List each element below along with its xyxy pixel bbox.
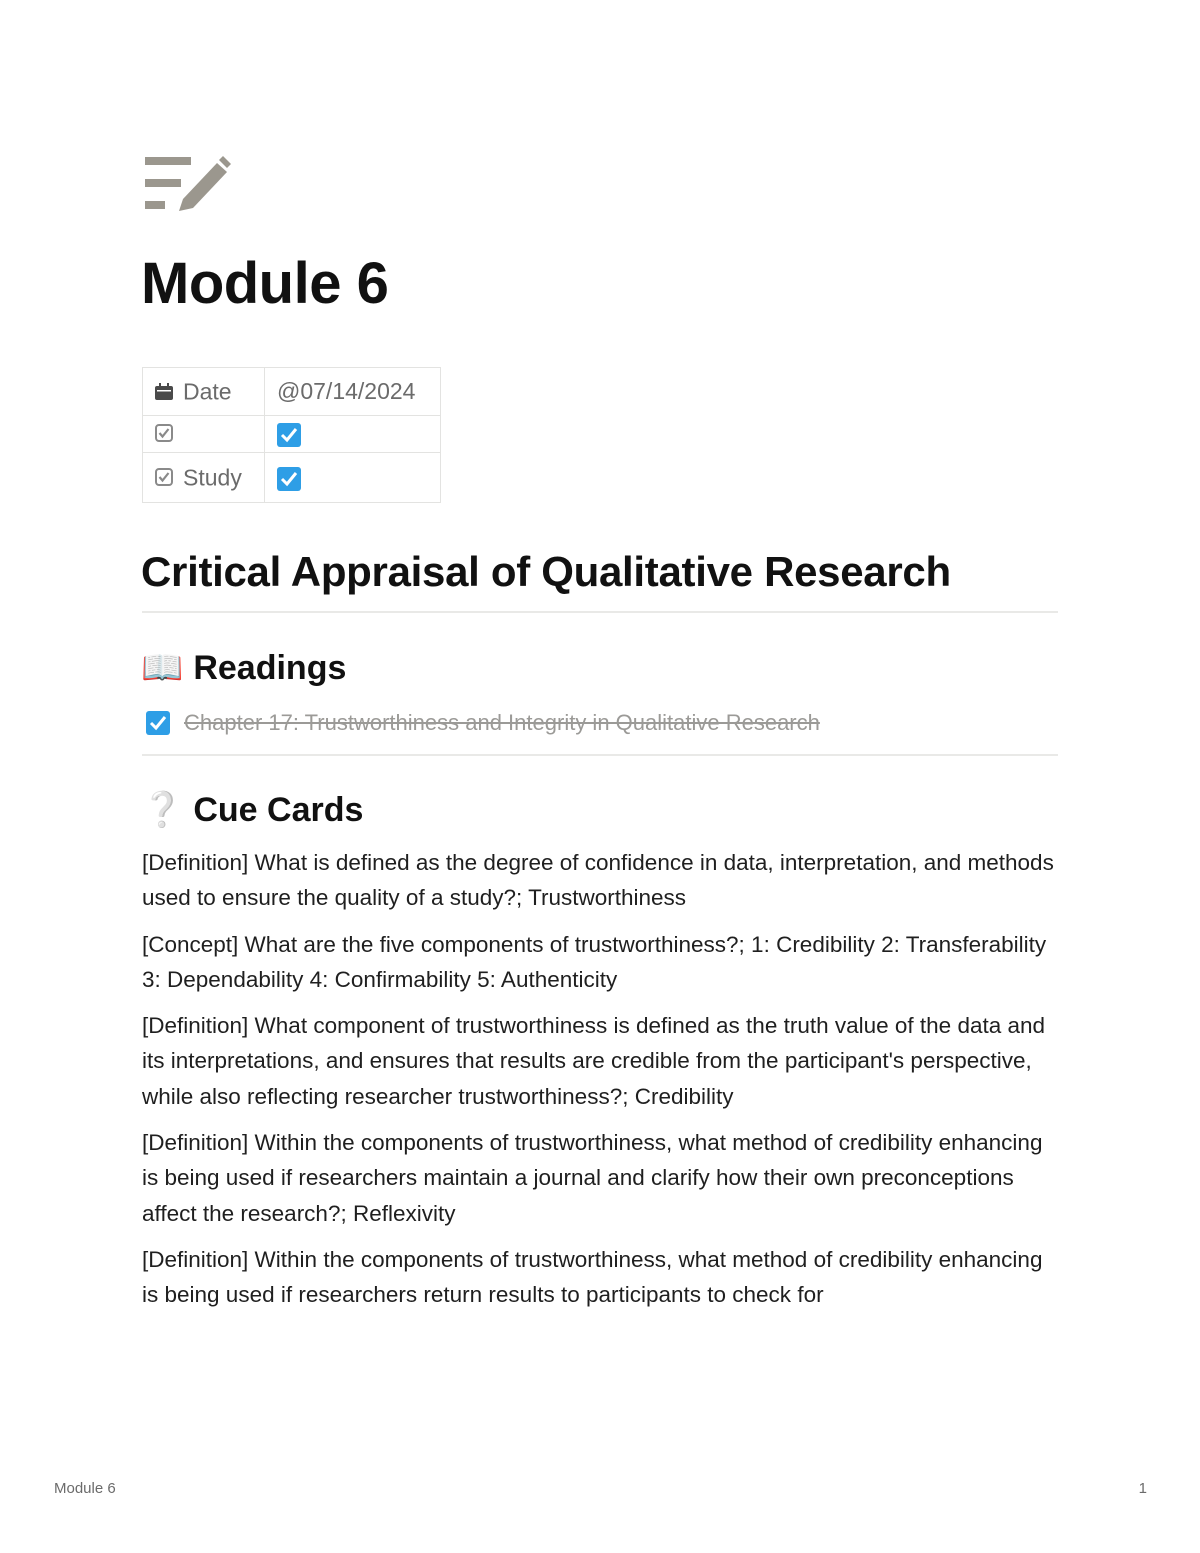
cue-card: [Concept] What are the five components of trustworthiness?; 1: Credibility 2: Transferability 3: Dependability 4: Confirmability 5: Authenticity [142,931,1047,992]
section-heading: Critical Appraisal of Qualitative Research [141,548,951,595]
cue-cards-title: Cue Cards [193,790,364,829]
cue-card: [Definition] Within the components of trustworthiness, what method of credibility enhancing is being used if researchers return results to participants to check for [142,1246,1043,1308]
checked-checkbox[interactable] [146,711,170,735]
todo-item[interactable] [146,710,820,736]
checked-checkbox[interactable] [277,423,301,447]
property-key [143,368,265,416]
cue-card: [Definition] What is defined as the degree of confidence in data, interpretation, and methods used to ensure the quality of a study?; Trustworthiness [142,850,1054,911]
checkbox-property-icon [155,421,173,448]
property-value-study[interactable] [265,453,441,503]
page-number: 1 [1138,1480,1147,1497]
property-row-study[interactable] [143,453,441,503]
divider [142,754,1058,756]
cue-card-list [142,845,1062,1324]
book-icon: 📖 [141,649,184,687]
cue-card: [Definition] What component of trustworthiness is defined as the truth value of the data and its interpretations, and ensures that results are credible from the participant's perspective, while also reflecting researcher trustworthiness?; Credibility [142,1013,1046,1109]
property-value-date[interactable]: @07/14/2024 [265,368,441,416]
checkbox-property-icon [155,465,173,492]
property-row-checkbox[interactable] [143,416,441,453]
page-title: Module 6 [141,251,389,316]
calendar-icon [155,379,173,406]
note-edit-icon[interactable] [143,155,231,213]
properties-table [142,367,441,503]
cue-card: [Definition] Within the components of trustworthiness, what method of credibility enhancing is being used if researchers maintain a journal and clarify how their own preconceptions affect the research?; Reflexivity [142,1130,1043,1226]
property-value-checkbox[interactable] [265,416,441,453]
readings-heading [141,648,346,688]
divider [142,611,1058,613]
footer-title: Module 6 [54,1480,116,1497]
question-mark-icon: ❔ [141,791,184,829]
property-label: Date [183,378,232,405]
cue-cards-heading [141,790,363,830]
property-label: Study [183,464,242,491]
checked-checkbox[interactable] [277,467,301,491]
todo-text: Chapter 17: Trustworthiness and Integrity in Qualitative Research [184,710,820,735]
readings-title: Readings [193,648,347,687]
property-key [143,453,265,503]
property-key [143,416,265,453]
property-row-date[interactable] [143,368,441,416]
